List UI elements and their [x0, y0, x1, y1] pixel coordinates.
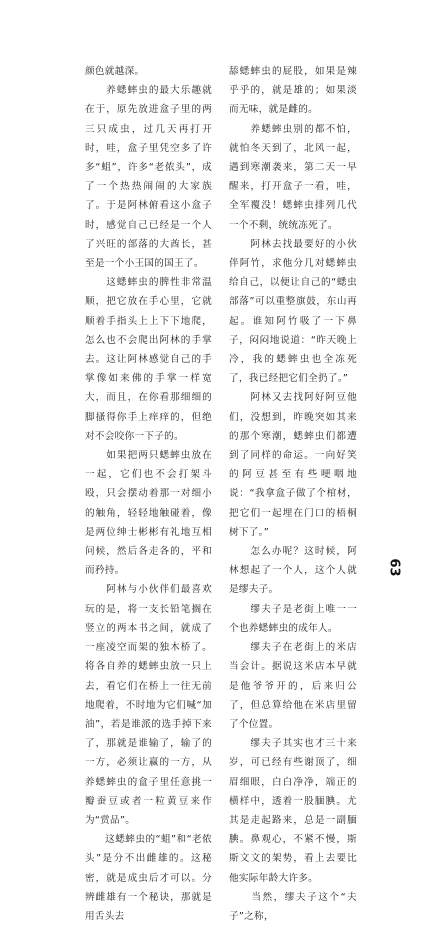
paragraph: 养蟋蟀虫别的都不怕，就怕冬天到了，北风一起，遇到寒潮袭来，第二天一早醒来，打开盒子一看，哇，全军覆没！蟋蟀虫排列几代一个不剩，统统冻死了。 — [229, 123, 357, 231]
paragraph: 舔蟋蟀虫的屁股，如果是辣乎乎的，就是雄的；如果淡而无味，就是雌的。 — [229, 66, 357, 116]
paragraph: 这蟋蟀虫的脾性非常温顺，把它放在手心里，它就顺着手指头上上下下地爬，怎么也不会爬出阿林的手掌去。这让阿林感觉自己的手掌像如来佛的手掌一样宽大，而且，在你看那细细的脚搔得你手上痒痒的，但绝对不会咬你一下子的。 — [85, 277, 212, 442]
paragraph: 阿林去找最要好的小伙伴阿竹，求他分几对蟋蟀虫给自己，以便让自己的“蟋虫部落”可以重整旗鼓，东山再起。谁知阿竹吸了一下鼻子，闷闷地说道：“昨天晚上冷，我的蟋蟀虫也全冻死了，我已经把它们全扔了。” — [229, 238, 357, 385]
paragraph: 怎么办呢？这时候，阿林想起了一个人，这个人就是缪夫子。 — [229, 546, 357, 596]
paragraph: 如果把两只蟋蟀虫放在一起，它们也不会打架斗殴，只会摆动着那一对细小的触角，轻轻地触碰着，像是两位绅士彬彬有礼地互相问候，然后各走各的，平和而矜持。 — [85, 450, 212, 577]
left-text-column — [85, 62, 212, 926]
right-text-column — [229, 62, 357, 926]
paragraph: 缪夫子在老街上的米店当会计。据说这米店本早就是他爷爷开的，后来归公了，但总算给他在米店里留了个位置。 — [229, 642, 357, 730]
paragraph: 阿林又去找阿好阿豆他们，没想到，昨晚突如其来的那个寒潮，蟋蟀虫们都遭到了同样的命运。一向好笑的阿豆甚至有些哽咽地说：“我拿盒子做了个棺材，把它们一起埋在门口的梧桐树下了。” — [229, 392, 357, 538]
page-number: 63 — [386, 558, 402, 577]
paragraph: 缪夫子是老街上唯一一个也养蟋蟀虫的成年人。 — [229, 603, 357, 634]
paragraph: 缪夫子其实也才三十来岁，可已经有些谢顶了，细眉细眼，白白净净，端正的横样中，透着一股腼腆。尤其是走起路来，总是一副腼腆。鼻观心，不紧不慢，斯斯文文的架势，看上去要比他实际年龄大许多。 — [229, 738, 357, 884]
paragraph: 养蟋蟀虫的最大乐趣就在于，原先放进盒子里的两三只成虫，过几天再打开时，哇，盒子里凭空多了许多“蛆”，许多“老侬头”，成了一个热热闹闹的大家族了。于是阿林俯看这小盒子时，感觉自己已经是一个人了兴旺的部落的大酋长，甚至是一个小王国的国王了。 — [85, 85, 212, 270]
paragraph: 这蟋蟀虫的“蛆”和“老侬头”是分不出雌雄的。这秘密，就是成虫后才可以。分辨雌雄有一个秘诀，那就是用舌头去 — [85, 834, 212, 922]
paragraph: 当然，缪夫子这个“夫子”之称， — [229, 891, 357, 922]
paragraph: 阿林与小伙伴们最喜欢玩的是，将一支长铅笔搁在竖立的两本书之间，就成了一座凌空而架的独木桥了。将各自养的蟋蟀虫放一只上去，看它们在桥上一往无前地爬着，不时地为它们喊“加油”，若是谁派的选手掉下来了，那就是谁输了，输了的一方，必须让赢的一方，从养蟋蟀虫的盒子里任意挑一瓣蚕豆或者一粒黄豆来作为“赏品”。 — [85, 584, 212, 826]
paragraph: 颜色就越深。 — [85, 66, 145, 77]
